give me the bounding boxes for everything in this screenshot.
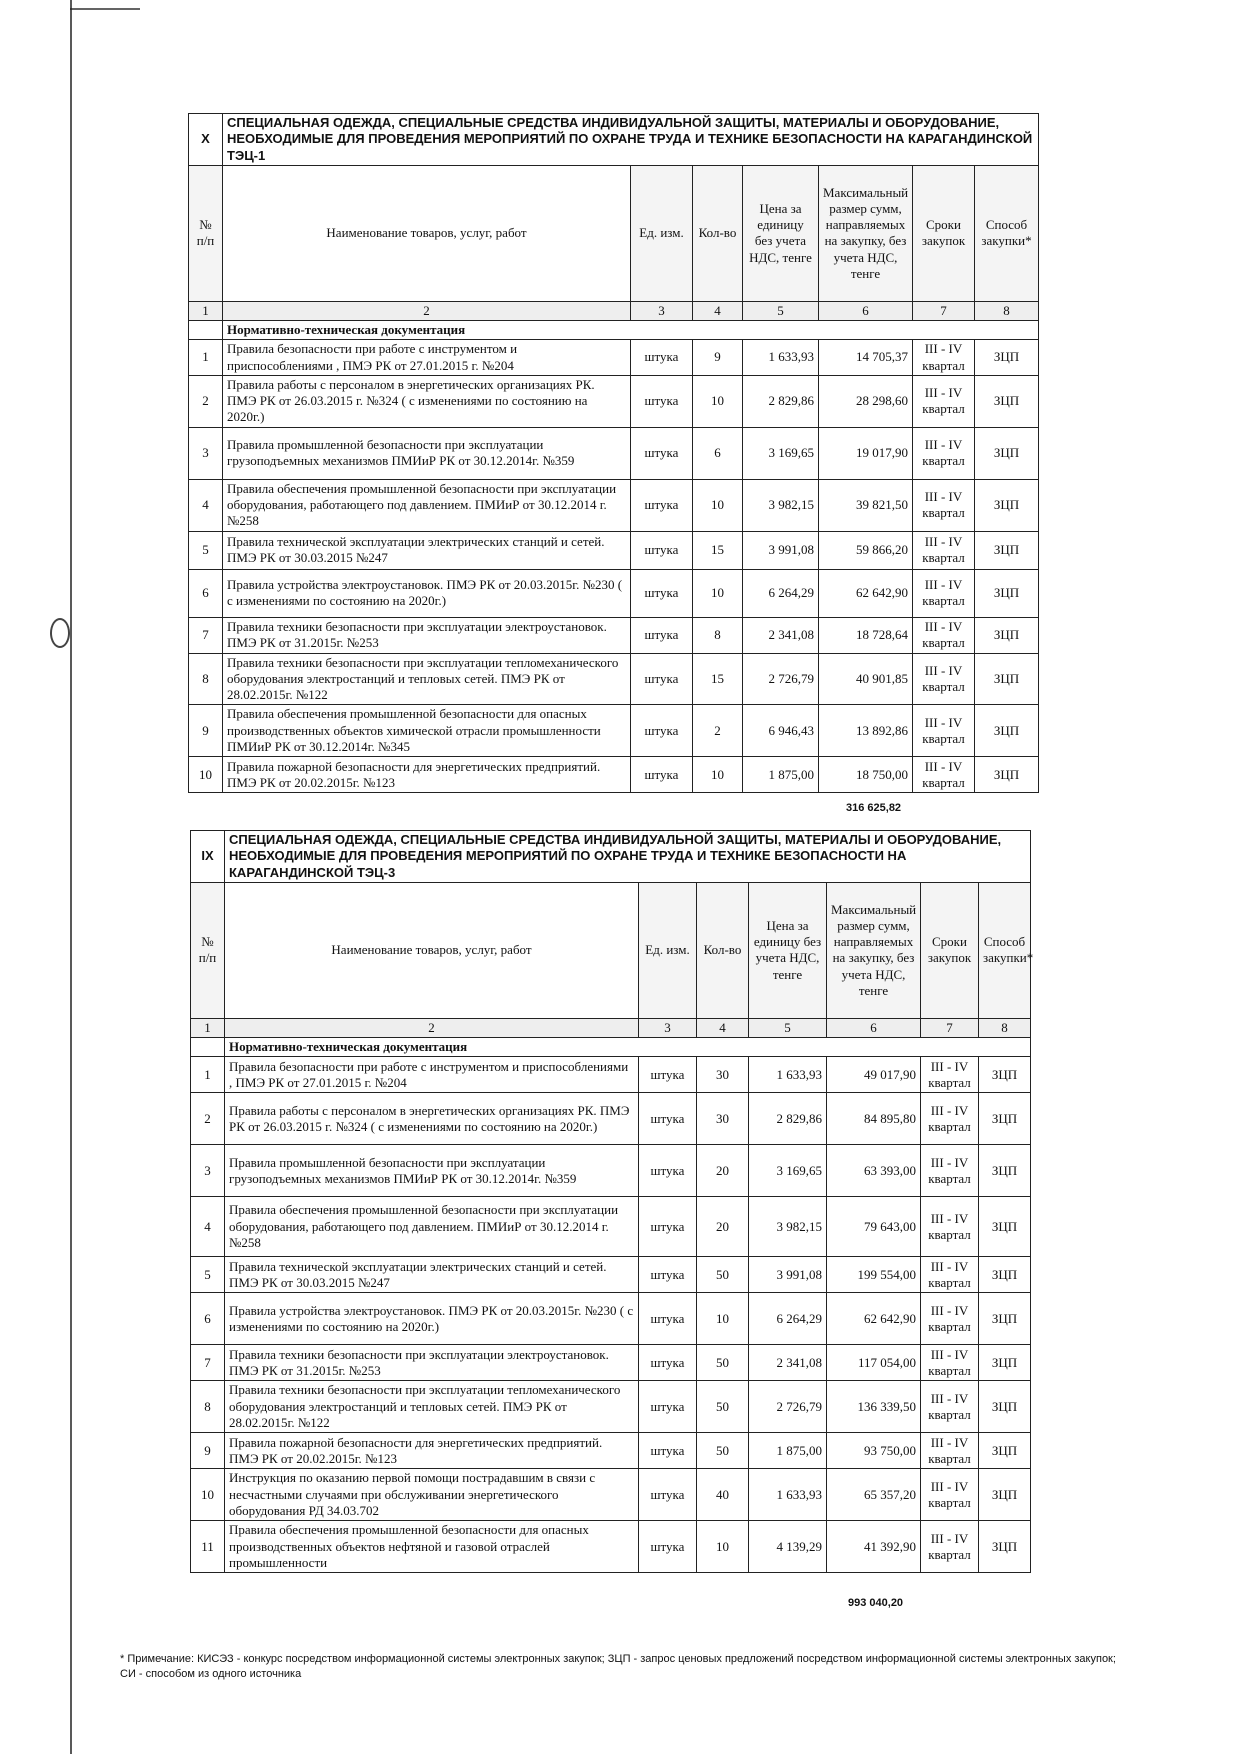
total-amount: 18 750,00 bbox=[819, 757, 913, 793]
item-name: Правила пожарной безопасности для энергетических предприятий. ПМЭ РК от 20.02.2015г. №123 bbox=[225, 1433, 639, 1469]
col-number: 7 bbox=[913, 301, 975, 320]
section-code: X bbox=[189, 114, 223, 166]
total-amount: 63 393,00 bbox=[827, 1145, 921, 1197]
row-number: 5 bbox=[189, 531, 223, 569]
item-name: Правила устройства электроустановок. ПМЭ РК от 20.03.2015г. №230 ( с изменениями по состоянию на 2020г.) bbox=[225, 1293, 639, 1345]
unit-price: 1 633,93 bbox=[749, 1057, 827, 1093]
total-amount: 19 017,90 bbox=[819, 427, 913, 479]
col-number: 5 bbox=[749, 1018, 827, 1037]
procurement-period: III - IV квартал bbox=[921, 1345, 979, 1381]
col-number: 7 bbox=[921, 1018, 979, 1037]
procurement-method: ЗЦП bbox=[979, 1145, 1031, 1197]
row-number: 1 bbox=[189, 340, 223, 376]
item-name: Правила обеспечения промышленной безопасности при эксплуатации оборудования, работающего под давлением. ПМИиР от 30.12.2014 г. №258 bbox=[223, 479, 631, 531]
row-number: 11 bbox=[191, 1521, 225, 1573]
procurement-table-tec1 bbox=[188, 113, 1039, 814]
item-name: Правила технической эксплуатации электрических станций и сетей. ПМЭ РК от 30.03.2015 №247 bbox=[225, 1257, 639, 1293]
unit-price: 6 264,29 bbox=[743, 569, 819, 617]
quantity: 6 bbox=[693, 427, 743, 479]
quantity: 10 bbox=[697, 1293, 749, 1345]
procurement-method: ЗЦП bbox=[979, 1197, 1031, 1257]
procurement-period: III - IV квартал bbox=[921, 1469, 979, 1521]
unit-price: 2 829,86 bbox=[743, 375, 819, 427]
table-row bbox=[191, 1293, 1031, 1345]
procurement-method: ЗЦП bbox=[975, 617, 1039, 653]
col-header: Сроки закупок bbox=[921, 882, 979, 1018]
col-header: Способ закупки* bbox=[979, 882, 1031, 1018]
item-name: Правила безопасности при работе с инструментом и приспособлениями , ПМЭ РК от 27.01.2015 г. №204 bbox=[223, 340, 631, 376]
unit-price: 3 169,65 bbox=[743, 427, 819, 479]
unit: штука bbox=[631, 617, 693, 653]
total-amount: 59 866,20 bbox=[819, 531, 913, 569]
unit-price: 3 991,08 bbox=[749, 1257, 827, 1293]
col-header: Максимальный размер сумм, направляемых на закупку, без учета НДС, тенге bbox=[827, 882, 921, 1018]
procurement-period: III - IV квартал bbox=[921, 1381, 979, 1433]
col-number: 1 bbox=[189, 301, 223, 320]
item-name: Правила обеспечения промышленной безопасности для опасных производственных объектов нефтяной и газовой отраслей промышленности bbox=[225, 1521, 639, 1573]
procurement-period: III - IV квартал bbox=[921, 1293, 979, 1345]
col-number: 6 bbox=[827, 1018, 921, 1037]
row-number: 7 bbox=[191, 1345, 225, 1381]
procurement-period: III - IV квартал bbox=[913, 375, 975, 427]
quantity: 20 bbox=[697, 1197, 749, 1257]
item-name: Правила промышленной безопасности при эксплуатации грузоподъемных механизмов ПМИиР РК от 30.12.2014г. №359 bbox=[225, 1145, 639, 1197]
table-row bbox=[191, 1145, 1031, 1197]
quantity: 10 bbox=[693, 757, 743, 793]
total-amount: 49 017,90 bbox=[827, 1057, 921, 1093]
table-row bbox=[191, 1257, 1031, 1293]
quantity: 50 bbox=[697, 1381, 749, 1433]
group-row bbox=[189, 321, 1039, 340]
unit: штука bbox=[639, 1145, 697, 1197]
col-header: Ед. изм. bbox=[631, 165, 693, 301]
row-number: 10 bbox=[191, 1469, 225, 1521]
header-row bbox=[189, 165, 1039, 301]
table-row bbox=[189, 531, 1039, 569]
unit-price: 1 875,00 bbox=[749, 1433, 827, 1469]
col-header: Цена за единицу без учета НДС, тенге bbox=[743, 165, 819, 301]
procurement-period: III - IV квартал bbox=[921, 1197, 979, 1257]
col-header: Максимальный размер сумм, направляемых на закупку, без учета НДС, тенге bbox=[819, 165, 913, 301]
col-header: Цена за единицу без учета НДС, тенге bbox=[749, 882, 827, 1018]
total-amount: 14 705,37 bbox=[819, 340, 913, 376]
group-row bbox=[191, 1038, 1031, 1057]
procurement-method: ЗЦП bbox=[979, 1521, 1031, 1573]
scan-border-line bbox=[70, 8, 140, 10]
quantity: 50 bbox=[697, 1433, 749, 1469]
unit-price: 2 341,08 bbox=[749, 1345, 827, 1381]
unit: штука bbox=[639, 1469, 697, 1521]
col-header: Кол-во bbox=[693, 165, 743, 301]
row-number: 2 bbox=[189, 375, 223, 427]
procurement-method: ЗЦП bbox=[979, 1293, 1031, 1345]
unit: штука bbox=[639, 1345, 697, 1381]
unit: штука bbox=[639, 1197, 697, 1257]
unit: штука bbox=[631, 340, 693, 376]
unit: штука bbox=[631, 705, 693, 757]
item-name: Правила техники безопасности при эксплуатации электроустановок. ПМЭ РК от 31.2015г. №253 bbox=[223, 617, 631, 653]
col-header: № п/п bbox=[189, 165, 223, 301]
unit: штука bbox=[639, 1381, 697, 1433]
item-name: Правила устройства электроустановок. ПМЭ РК от 20.03.2015г. №230 ( с изменениями по состоянию на 2020г.) bbox=[223, 569, 631, 617]
unit-price: 3 982,15 bbox=[743, 479, 819, 531]
procurement-period: III - IV квартал bbox=[913, 705, 975, 757]
column-number-row bbox=[191, 1018, 1031, 1037]
item-name: Правила техники безопасности при эксплуатации электроустановок. ПМЭ РК от 31.2015г. №253 bbox=[225, 1345, 639, 1381]
col-number: 1 bbox=[191, 1018, 225, 1037]
total-amount: 39 821,50 bbox=[819, 479, 913, 531]
table-row bbox=[191, 1381, 1031, 1433]
col-number: 2 bbox=[225, 1018, 639, 1037]
unit-price: 2 341,08 bbox=[743, 617, 819, 653]
total-amount: 62 642,90 bbox=[827, 1293, 921, 1345]
procurement-period: III - IV квартал bbox=[921, 1145, 979, 1197]
quantity: 50 bbox=[697, 1257, 749, 1293]
unit: штука bbox=[631, 375, 693, 427]
section-code: IX bbox=[191, 831, 225, 883]
procurement-method: ЗЦП bbox=[975, 653, 1039, 705]
col-header: Способ закупки* bbox=[975, 165, 1039, 301]
procurement-method: ЗЦП bbox=[975, 531, 1039, 569]
unit: штука bbox=[631, 427, 693, 479]
quantity: 10 bbox=[693, 375, 743, 427]
table-row bbox=[189, 705, 1039, 757]
procurement-table-tec3 bbox=[190, 830, 1034, 1609]
table-row bbox=[191, 1197, 1031, 1257]
item-name: Правила работы с персоналом в энергетических организациях РК. ПМЭ РК от 26.03.2015 г. №324 ( с изменениями по состоянию на 2020г.) bbox=[223, 375, 631, 427]
unit-price: 3 169,65 bbox=[749, 1145, 827, 1197]
item-name: Инструкция по оказанию первой помощи пострадавшим в связи с несчастными случаями при обслуживании энергетического оборудования РД 34.03.702 bbox=[225, 1469, 639, 1521]
total-amount: 40 901,85 bbox=[819, 653, 913, 705]
item-name: Правила обеспечения промышленной безопасности для опасных производственных объектов химической отрасли промышленности ПМИиР РК от 30.12.2014г. №345 bbox=[223, 705, 631, 757]
unit-price: 1 633,93 bbox=[743, 340, 819, 376]
unit-price: 1 875,00 bbox=[743, 757, 819, 793]
row-number: 10 bbox=[189, 757, 223, 793]
table-tec3 bbox=[190, 830, 1034, 1573]
procurement-period: III - IV квартал bbox=[913, 757, 975, 793]
table-row bbox=[191, 1469, 1031, 1521]
table-total: 993 040,20 bbox=[848, 1597, 904, 1609]
unit-price: 2 726,79 bbox=[749, 1381, 827, 1433]
unit: штука bbox=[639, 1433, 697, 1469]
table-row bbox=[189, 617, 1039, 653]
col-number: 3 bbox=[639, 1018, 697, 1037]
item-name: Правила техники безопасности при эксплуатации тепломеханического оборудования электростанций и тепловых сетей. ПМЭ РК от 28.02.2015г. №122 bbox=[223, 653, 631, 705]
row-number: 4 bbox=[191, 1197, 225, 1257]
quantity: 30 bbox=[697, 1057, 749, 1093]
unit: штука bbox=[639, 1093, 697, 1145]
quantity: 9 bbox=[693, 340, 743, 376]
unit: штука bbox=[639, 1293, 697, 1345]
item-name: Правила работы с персоналом в энергетических организациях РК. ПМЭ РК от 26.03.2015 г. №324 ( с изменениями по состоянию на 2020г.) bbox=[225, 1093, 639, 1145]
table-row bbox=[191, 1057, 1031, 1093]
item-name: Правила техники безопасности при эксплуатации тепломеханического оборудования электростанций и тепловых сетей. ПМЭ РК от 28.02.2015г. №122 bbox=[225, 1381, 639, 1433]
total-amount: 136 339,50 bbox=[827, 1381, 921, 1433]
table-row bbox=[191, 1433, 1031, 1469]
item-name: Правила промышленной безопасности при эксплуатации грузоподъемных механизмов ПМИиР РК от 30.12.2014г. №359 bbox=[223, 427, 631, 479]
row-number: 3 bbox=[189, 427, 223, 479]
punch-hole-mark bbox=[50, 618, 70, 648]
unit-price: 3 991,08 bbox=[743, 531, 819, 569]
table-row bbox=[189, 340, 1039, 376]
procurement-method: ЗЦП bbox=[979, 1257, 1031, 1293]
quantity: 15 bbox=[693, 653, 743, 705]
col-number: 4 bbox=[693, 301, 743, 320]
procurement-period: III - IV квартал bbox=[913, 569, 975, 617]
procurement-method: ЗЦП bbox=[975, 479, 1039, 531]
unit: штука bbox=[631, 479, 693, 531]
row-number: 7 bbox=[189, 617, 223, 653]
procurement-method: ЗЦП bbox=[975, 375, 1039, 427]
unit-price: 4 139,29 bbox=[749, 1521, 827, 1573]
unit-price: 2 829,86 bbox=[749, 1093, 827, 1145]
total-amount: 117 054,00 bbox=[827, 1345, 921, 1381]
row-number: 4 bbox=[189, 479, 223, 531]
col-number: 6 bbox=[819, 301, 913, 320]
row-number: 9 bbox=[189, 705, 223, 757]
table-row bbox=[189, 479, 1039, 531]
table-row bbox=[191, 1345, 1031, 1381]
row-number: 8 bbox=[189, 653, 223, 705]
total-amount: 199 554,00 bbox=[827, 1257, 921, 1293]
col-header: Кол-во bbox=[697, 882, 749, 1018]
row-number: 5 bbox=[191, 1257, 225, 1293]
section-title: СПЕЦИАЛЬНАЯ ОДЕЖДА, СПЕЦИАЛЬНЫЕ СРЕДСТВА ИНДИВИДУАЛЬНОЙ ЗАЩИТЫ, МАТЕРИАЛЫ И ОБОРУДОВАНИЕ, НЕОБХОДИМЫЕ ДЛЯ ПРОВЕДЕНИЯ МЕРОПРИЯТИЙ ПО ОХРАНЕ ТРУДА И ТЕХНИКЕ БЕЗОПАСНОСТИ НА КАРАГАНДИНСКОЙ ТЭЦ-1 bbox=[223, 114, 1039, 166]
procurement-method: ЗЦП bbox=[975, 340, 1039, 376]
unit: штука bbox=[631, 569, 693, 617]
total-amount: 84 895,80 bbox=[827, 1093, 921, 1145]
procurement-method: ЗЦП bbox=[975, 757, 1039, 793]
item-name: Правила безопасности при работе с инструментом и приспособлениями , ПМЭ РК от 27.01.2015 г. №204 bbox=[225, 1057, 639, 1093]
procurement-period: III - IV квартал bbox=[913, 479, 975, 531]
procurement-period: III - IV квартал bbox=[921, 1433, 979, 1469]
procurement-method: ЗЦП bbox=[975, 705, 1039, 757]
procurement-period: III - IV квартал bbox=[913, 617, 975, 653]
col-number: 8 bbox=[979, 1018, 1031, 1037]
group-label: Нормативно-техническая документация bbox=[225, 1038, 1031, 1057]
header-row bbox=[191, 882, 1031, 1018]
quantity: 8 bbox=[693, 617, 743, 653]
table-row bbox=[191, 1093, 1031, 1145]
col-number: 5 bbox=[743, 301, 819, 320]
table-row bbox=[189, 757, 1039, 793]
quantity: 10 bbox=[693, 479, 743, 531]
total-amount: 18 728,64 bbox=[819, 617, 913, 653]
procurement-method: ЗЦП bbox=[979, 1093, 1031, 1145]
procurement-period: III - IV квартал bbox=[913, 427, 975, 479]
unit-price: 2 726,79 bbox=[743, 653, 819, 705]
unit-price: 3 982,15 bbox=[749, 1197, 827, 1257]
total-amount: 62 642,90 bbox=[819, 569, 913, 617]
item-name: Правила пожарной безопасности для энергетических предприятий. ПМЭ РК от 20.02.2015г. №123 bbox=[223, 757, 631, 793]
row-number: 1 bbox=[191, 1057, 225, 1093]
column-number-row bbox=[189, 301, 1039, 320]
table-row bbox=[189, 653, 1039, 705]
col-number: 3 bbox=[631, 301, 693, 320]
table-row bbox=[189, 375, 1039, 427]
item-name: Правила технической эксплуатации электрических станций и сетей. ПМЭ РК от 30.03.2015 №247 bbox=[223, 531, 631, 569]
row-number: 8 bbox=[191, 1381, 225, 1433]
unit: штука bbox=[639, 1257, 697, 1293]
unit-price: 6 946,43 bbox=[743, 705, 819, 757]
quantity: 15 bbox=[693, 531, 743, 569]
row-number: 6 bbox=[189, 569, 223, 617]
total-amount: 93 750,00 bbox=[827, 1433, 921, 1469]
col-number: 2 bbox=[223, 301, 631, 320]
unit: штука bbox=[631, 653, 693, 705]
total-amount: 41 392,90 bbox=[827, 1521, 921, 1573]
procurement-period: III - IV квартал bbox=[913, 531, 975, 569]
procurement-period: III - IV квартал bbox=[921, 1057, 979, 1093]
total-amount: 79 643,00 bbox=[827, 1197, 921, 1257]
procurement-period: III - IV квартал bbox=[913, 340, 975, 376]
procurement-method: ЗЦП bbox=[979, 1345, 1031, 1381]
procurement-period: III - IV квартал bbox=[921, 1521, 979, 1573]
col-header: № п/п bbox=[191, 882, 225, 1018]
footnote: * Примечание: КИСЭЗ - конкурс посредством информационной системы электронных закупок; ЗЦП - запрос ценовых предложений посредством информационной системы электронных закупок; СИ - способом из одного источника bbox=[120, 1653, 1116, 1681]
row-number: 3 bbox=[191, 1145, 225, 1197]
procurement-method: ЗЦП bbox=[979, 1381, 1031, 1433]
table-row bbox=[189, 569, 1039, 617]
procurement-method: ЗЦП bbox=[979, 1469, 1031, 1521]
col-header: Ед. изм. bbox=[639, 882, 697, 1018]
total-amount: 28 298,60 bbox=[819, 375, 913, 427]
quantity: 50 bbox=[697, 1345, 749, 1381]
col-number: 8 bbox=[975, 301, 1039, 320]
unit-price: 6 264,29 bbox=[749, 1293, 827, 1345]
unit: штука bbox=[639, 1521, 697, 1573]
quantity: 40 bbox=[697, 1469, 749, 1521]
procurement-method: ЗЦП bbox=[975, 427, 1039, 479]
unit-price: 1 633,93 bbox=[749, 1469, 827, 1521]
total-amount: 13 892,86 bbox=[819, 705, 913, 757]
table-total: 316 625,82 bbox=[846, 802, 902, 814]
unit: штука bbox=[631, 531, 693, 569]
procurement-method: ЗЦП bbox=[979, 1057, 1031, 1093]
table-row bbox=[189, 427, 1039, 479]
total-amount: 65 357,20 bbox=[827, 1469, 921, 1521]
quantity: 20 bbox=[697, 1145, 749, 1197]
table-row bbox=[191, 1521, 1031, 1573]
row-number: 2 bbox=[191, 1093, 225, 1145]
section-title: СПЕЦИАЛЬНАЯ ОДЕЖДА, СПЕЦИАЛЬНЫЕ СРЕДСТВА ИНДИВИДУАЛЬНОЙ ЗАЩИТЫ, МАТЕРИАЛЫ И ОБОРУДОВАНИЕ, НЕОБХОДИМЫЕ ДЛЯ ПРОВЕДЕНИЯ МЕРОПРИЯТИЙ ПО ОХРАНЕ ТРУДА И ТЕХНИКЕ БЕЗОПАСНОСТИ НА КАРАГАНДИНСКОЙ ТЭЦ-3 bbox=[225, 831, 1031, 883]
col-number: 4 bbox=[697, 1018, 749, 1037]
table-tec1 bbox=[188, 113, 1039, 793]
quantity: 10 bbox=[697, 1521, 749, 1573]
col-header: Наименование товаров, услуг, работ bbox=[225, 882, 639, 1018]
unit: штука bbox=[631, 757, 693, 793]
quantity: 10 bbox=[693, 569, 743, 617]
col-header: Наименование товаров, услуг, работ bbox=[223, 165, 631, 301]
procurement-period: III - IV квартал bbox=[921, 1257, 979, 1293]
group-label: Нормативно-техническая документация bbox=[223, 321, 1039, 340]
scan-border-line bbox=[70, 0, 72, 1754]
row-number: 9 bbox=[191, 1433, 225, 1469]
item-name: Правила обеспечения промышленной безопасности при эксплуатации оборудования, работающего под давлением. ПМИиР от 30.12.2014 г. №258 bbox=[225, 1197, 639, 1257]
procurement-period: III - IV квартал bbox=[921, 1093, 979, 1145]
quantity: 2 bbox=[693, 705, 743, 757]
row-number: 6 bbox=[191, 1293, 225, 1345]
procurement-method: ЗЦП bbox=[975, 569, 1039, 617]
unit: штука bbox=[639, 1057, 697, 1093]
procurement-method: ЗЦП bbox=[979, 1433, 1031, 1469]
procurement-period: III - IV квартал bbox=[913, 653, 975, 705]
col-header: Сроки закупок bbox=[913, 165, 975, 301]
quantity: 30 bbox=[697, 1093, 749, 1145]
